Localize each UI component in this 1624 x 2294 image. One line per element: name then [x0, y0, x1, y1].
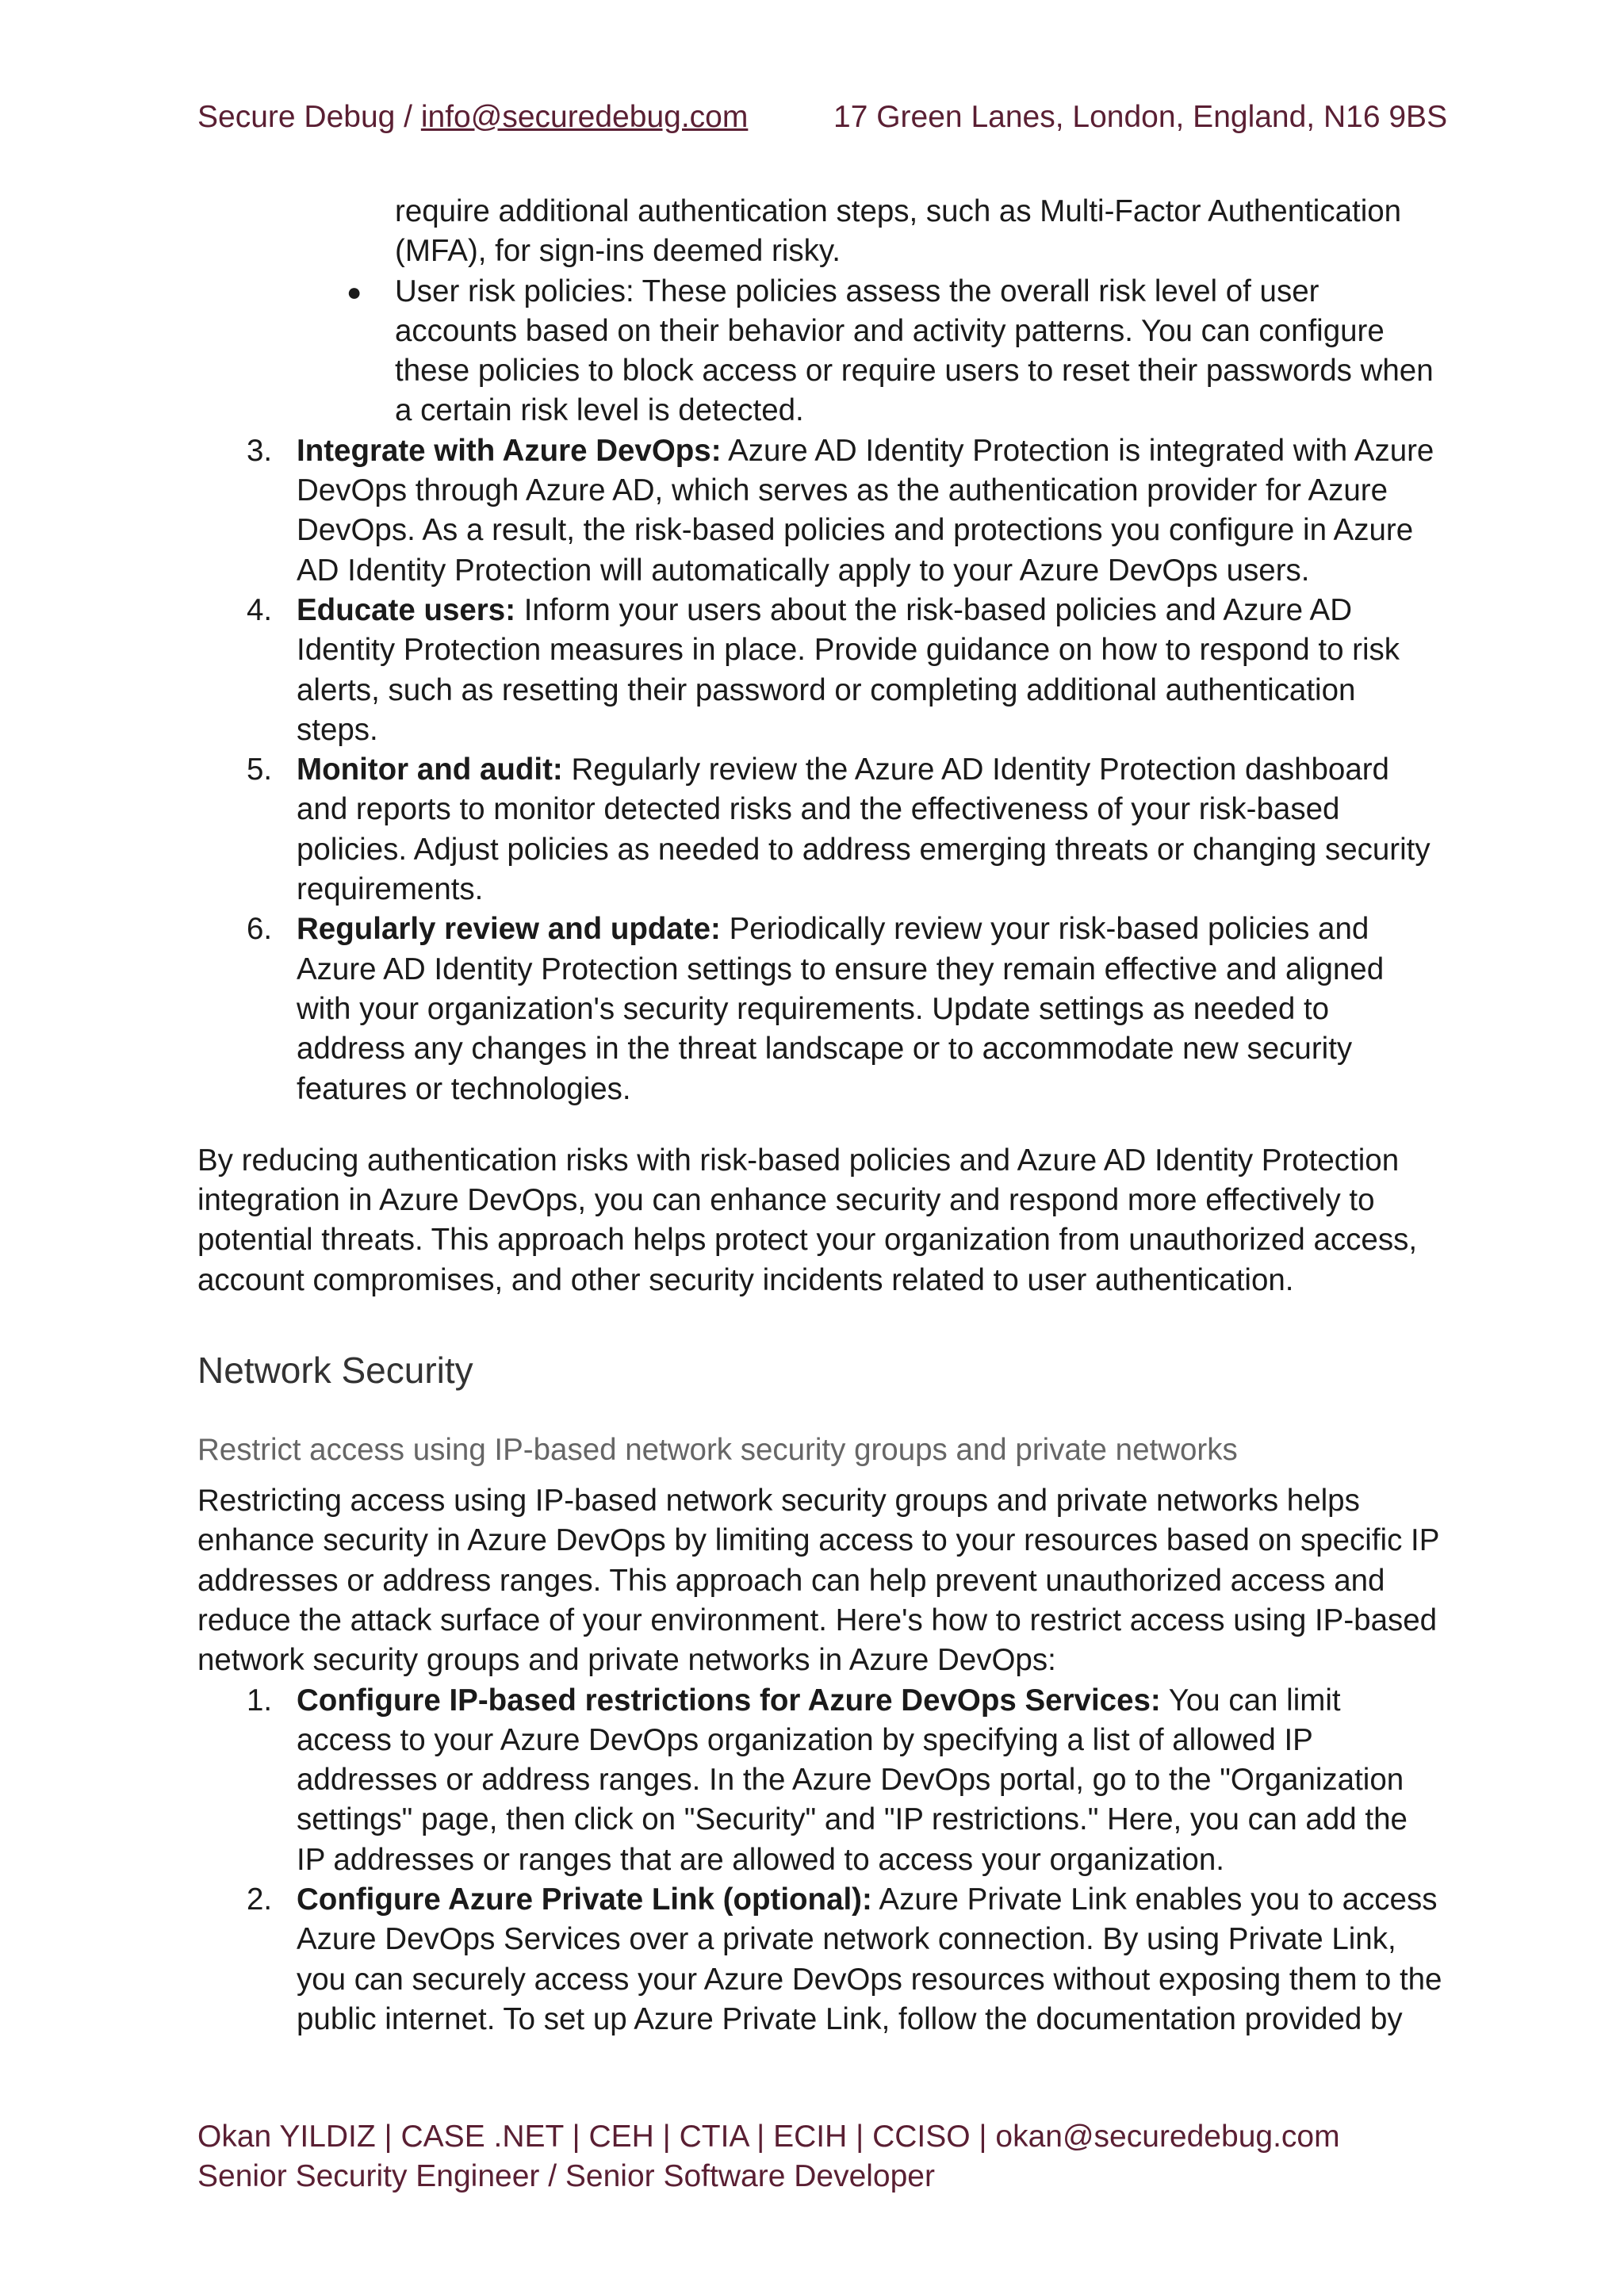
continued-bullet-text: require additional authentication steps, such as Multi-Factor Authentication (MFA), for sign-ins deemed risky.	[395, 194, 1402, 269]
subsection-heading: Restrict access using IP-based network security groups and private networks	[197, 1433, 1238, 1468]
steps-list	[197, 431, 1442, 1109]
footer-author-line: Okan YILDIZ | CASE .NET | CEH | CTIA | ECIH | CCISO | okan@securedebug.com	[197, 2120, 1340, 2154]
list-item	[197, 591, 1442, 750]
network-steps-list	[197, 1681, 1442, 2040]
step-number: 3.	[247, 433, 273, 468]
bullet-text: User risk policies: These policies assess the overall risk level of user accounts based on their behavior and activity patterns. You can configure these policies to block access or require users to reset their passwords when a certain risk level is detected.	[395, 274, 1434, 428]
step-title: Configure Azure Private Link (optional):	[297, 1882, 872, 1917]
step-title: Configure IP-based restrictions for Azure DevOps Services:	[297, 1683, 1161, 1718]
step-text: You can limit access to your Azure DevOps organization by specifying a list of allowed IP addresses or address ranges. In the Azure DevOps portal, go to the "Organization settings" page, then click on "Security" and "IP restrictions." Here, you can add the IP addresses or ranges that are allowed to access your organization.	[297, 1683, 1408, 1877]
bullet-dot: ●	[347, 277, 362, 306]
step-number: 4.	[247, 592, 273, 627]
header-email-link[interactable]: info@securedebug.com	[420, 100, 749, 134]
step-text: Inform your users about the risk-based policies and Azure AD Identity Protection measures in place. Provide guidance on how to respond to risk alerts, such as resetting their password or completing additional authentication steps.	[297, 592, 1400, 747]
step-title: Regularly review and update:	[297, 912, 721, 947]
step-number: 6.	[247, 912, 273, 947]
step-number: 2.	[247, 1882, 273, 1917]
list-item	[197, 750, 1442, 910]
page-header	[197, 94, 1448, 141]
step-title: Educate users:	[297, 592, 516, 627]
step-number: 1.	[247, 1683, 273, 1718]
step-text: Periodically review your risk-based policies and Azure AD Identity Protection settings to ensure they remain effective and aligned with your organization's security requirements. Update settings as needed to address any changes in the threat landscape or to accommodate new security features or technologies.	[297, 912, 1385, 1106]
list-item	[197, 1880, 1442, 2039]
step-text: Azure AD Identity Protection is integrated with Azure DevOps through Azure AD, which serves as the authentication provider for Azure DevOps. As a result, the risk-based policies and protections you configure in Azure AD Identity Protection will automatically apply to your Azure DevOps users.	[297, 433, 1434, 588]
header-company-name: Secure Debug /	[197, 100, 421, 134]
summary-paragraph: By reducing authentication risks with risk-based policies and Azure AD Identity Protection integration in Azure DevOps, you can enhance security and respond more effectively to potential threats. This approach helps protect your organization from unauthorized access, account compromises, and other security incidents related to user authentication.	[197, 1143, 1418, 1297]
step-text: Azure Private Link enables you to access Azure DevOps Services over a private network connection. By using Private Link, you can securely access your Azure DevOps resources without exposing them to the public internet. To set up Azure Private Link, follow the documentation provided by	[297, 1882, 1442, 2036]
step-number: 5.	[247, 753, 273, 787]
step-text: Regularly review the Azure AD Identity Protection dashboard and reports to monitor detected risks and the effectiveness of your risk-based policies. Adjust policies as needed to address emerging threats or changing security requirements.	[297, 753, 1431, 907]
list-item	[197, 910, 1442, 1109]
page-footer	[197, 2117, 1466, 2196]
footer-role-line: Senior Security Engineer / Senior Software Developer	[197, 2159, 935, 2193]
step-title: Monitor and audit:	[297, 753, 563, 787]
section-heading: Network Security	[197, 1350, 473, 1392]
header-address: 17 Green Lanes, London, England, N16 9BS	[833, 100, 1448, 134]
list-item	[197, 1681, 1442, 1880]
page-content	[197, 192, 1442, 2039]
list-item	[197, 431, 1442, 591]
step-title: Integrate with Azure DevOps:	[297, 433, 722, 468]
intro-paragraph: Restricting access using IP-based network security groups and private networks helps enhance security in Azure DevOps by limiting access to your resources based on specific IP addresses or address ranges. This approach can help prevent unauthorized access and reduce the attack surface of your environment. Here's how to restrict access using IP-based network security groups and private networks in Azure DevOps:	[197, 1484, 1439, 1678]
list-item	[197, 272, 1442, 431]
bullet-list	[197, 272, 1442, 431]
header-company	[197, 94, 748, 141]
